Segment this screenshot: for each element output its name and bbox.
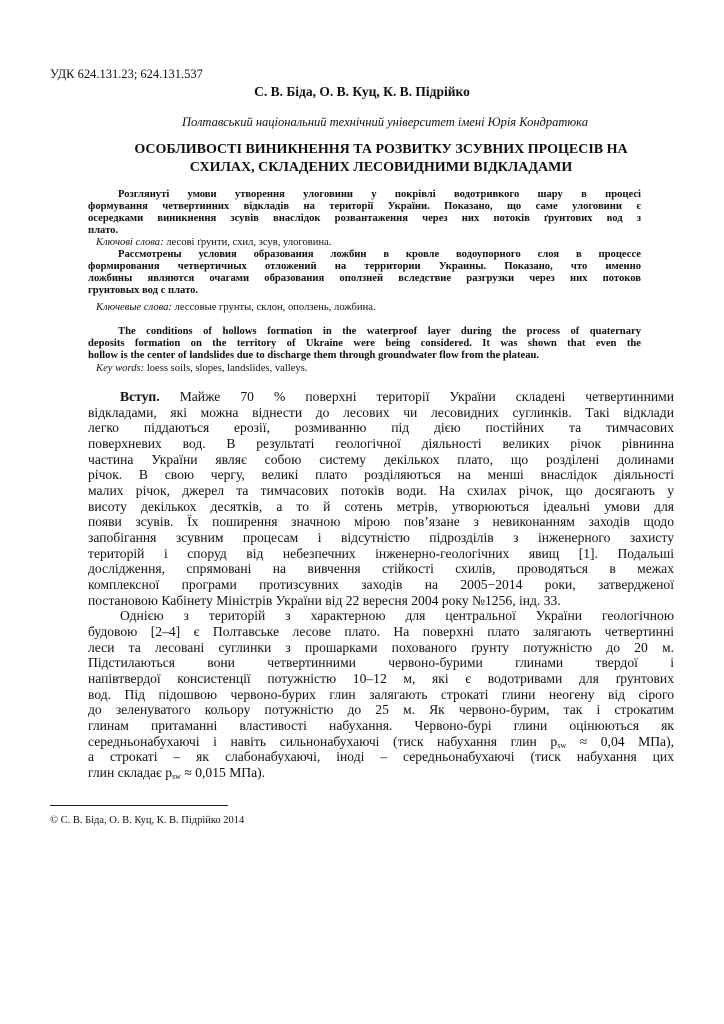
abstract-english (88, 326, 641, 375)
abstract-line: грунтовых вод с плато. (88, 285, 199, 296)
body-line: появи зсувів. Їх поширення значною мірою пов’язане з невиконанням заходів щодо (88, 514, 674, 530)
body-line: поверхневих вод. В результаті геологічної діяльності великих річок рівнинна (88, 436, 674, 452)
title-line: ОСОБЛИВОСТІ ВИНИКНЕННЯ ТА РОЗВИТКУ ЗСУВНИХ ПРОЦЕСІВ НА (134, 142, 628, 157)
body-line: напівтвердої консистенції потужністю 10–12 м, які є водотривами для ґрунтових (88, 671, 674, 687)
body-text (88, 389, 674, 781)
body-line: малих річок, джерел та тимчасових потоків води. На схилах річок, що досягають у (88, 483, 674, 499)
abstract-line: hollow is the center of landslides due to discharge them through groundwater flow from the plateau. (88, 350, 540, 361)
body-line (88, 734, 674, 750)
abstract-line: deposits formation on the territory of Ukraine were being considered. It was shown that even the (88, 338, 641, 349)
body-line: дослідження, спрямовані на вивчення стійкості схилів, проводяться в межах (88, 561, 674, 577)
abstract-line: ложбины являются очагами образования оползней вследствие разгрузки через них потоков (88, 273, 641, 284)
abstract-line: The conditions of hollows formation in the waterproof layer during the process of quaternary (118, 326, 641, 337)
keywords-label: Ключові слова: (96, 237, 164, 248)
abstract-line: осередками виникнення зсувів внаслідок розвантаження через них потоків ґрунтових вод з (88, 213, 641, 224)
body-line: легко піддаються ерозії, розмиванню під дією постійних та тимчасових (88, 420, 674, 436)
body-line-text: ≈ 0,015 МПа). (180, 765, 266, 781)
body-line-text: ≈ 0,04 МПа), (566, 733, 674, 749)
keywords-line (88, 302, 641, 314)
abstract-line: формирования четвертичных отложений на территории Украины. Показано, что именно (88, 261, 641, 272)
body-line-text: глин складає p (88, 765, 173, 781)
article-title (88, 141, 674, 177)
footnote-divider (50, 805, 228, 806)
keywords-line (88, 237, 641, 249)
keywords-value: лессовые грунты, склон, оползень, ложбина. (171, 302, 376, 313)
body-line-text: Майже 70 % поверхні території України складені четвертинними (159, 389, 674, 404)
keywords-value: loess soils, slopes, landslides, valleys. (144, 363, 308, 374)
body-line: глинам притаманні властивості набухання. Червоно-бурі глини оцінюються як (88, 718, 674, 734)
title-line: СХИЛАХ, СКЛАДЕНИХ ЛЕСОВИДНИМИ ВІДКЛАДАМИ (189, 160, 573, 175)
body-line: Підстилаються вони четвертинними червоно-бурими глинами твердої і (88, 655, 674, 671)
keywords-label: Key words: (96, 363, 145, 374)
body-line: річок. В свою чергу, великі плато розділяються на менші внаслідок діяльності (88, 467, 674, 483)
body-line: Однією з територій з характерною для центральної України геологічною (120, 608, 674, 624)
keywords-line (88, 363, 641, 375)
intro-label: Вступ. (120, 389, 160, 404)
abstract-line: Розглянуті умови утворення улоговини у покрівлі водотривкого шару в процесі (118, 189, 641, 200)
body-line: висоту декількох десятків, а то й сотень метрів, утворюються ідеальні умови для (88, 498, 674, 514)
affiliation: Полтавський національний технічний університет імені Юрія Кондратюка (182, 115, 588, 129)
body-line: постановою Кабінету Міністрів України від 22 вересня 2004 року №1256, інд. 33. (88, 592, 561, 608)
body-line: частина України являє собою систему декількох плато, що розділені долинами (88, 451, 674, 467)
udk-code: УДК 624.131.23; 624.131.537 (50, 67, 203, 81)
keywords-value: лесові ґрунти, схил, зсув, улоговина. (163, 237, 332, 248)
abstract-line: Рассмотрены условия образования ложбин в кровле водоупорного слоя в процессе (118, 249, 641, 260)
body-line: леси та лесовані суглинки з прошарками похованого ґрунту потужністю до 20 м. (88, 639, 674, 655)
body-line (88, 765, 674, 781)
body-line: вод. Під підошвою червоно-бурих глин залягають строкаті глини неогену від сірого (88, 686, 674, 702)
body-line: до зеленуватого кольору потужністю до 25 м. Як червоно-бурим, так і строкатим (88, 702, 674, 718)
subscript: sw (172, 772, 181, 781)
abstract-line: плато. (88, 225, 119, 236)
subscript: sw (557, 740, 567, 750)
authors: С. В. Біда, О. В. Куц, К. В. Підрійко (254, 84, 470, 99)
body-line (88, 389, 674, 405)
body-line: відкладами, які можна віднести до лесових чи лесовидних суглинків. Такі відклади (88, 404, 674, 420)
body-line: будовою [2–4] є Полтавське лесове плато. На поверхні плато залягають четвертинні (88, 624, 674, 640)
body-line: запобігання зсувним процесам і відсутністю підрозділів з інженерного захисту (88, 530, 674, 546)
abstract-russian (88, 249, 641, 314)
keywords-label: Ключевые слова: (96, 302, 172, 313)
copyright-footnote: © С. В. Біда, О. В. Куц, К. В. Підрійко 2014 (50, 815, 245, 826)
body-line: а строкаті – як слабонабухаючі, іноді – середньонабухаючі (тиск набухання цих (88, 749, 674, 765)
abstract-ukrainian (88, 189, 641, 249)
abstract-line: формування четвертинних відкладів на території України. Показано, що саме улоговини є (88, 201, 641, 212)
body-line-text: середньонабухаючі і навіть сильнонабухаючі (тиск набухання глин p (88, 733, 558, 749)
body-line: комплексної програми протизсувних заходів на 2005−2014 роки, затвердженої (88, 577, 674, 593)
body-line: територій і споруд від небезпечних інженерно-геологічних явищ [1]. Подальші (88, 545, 674, 561)
